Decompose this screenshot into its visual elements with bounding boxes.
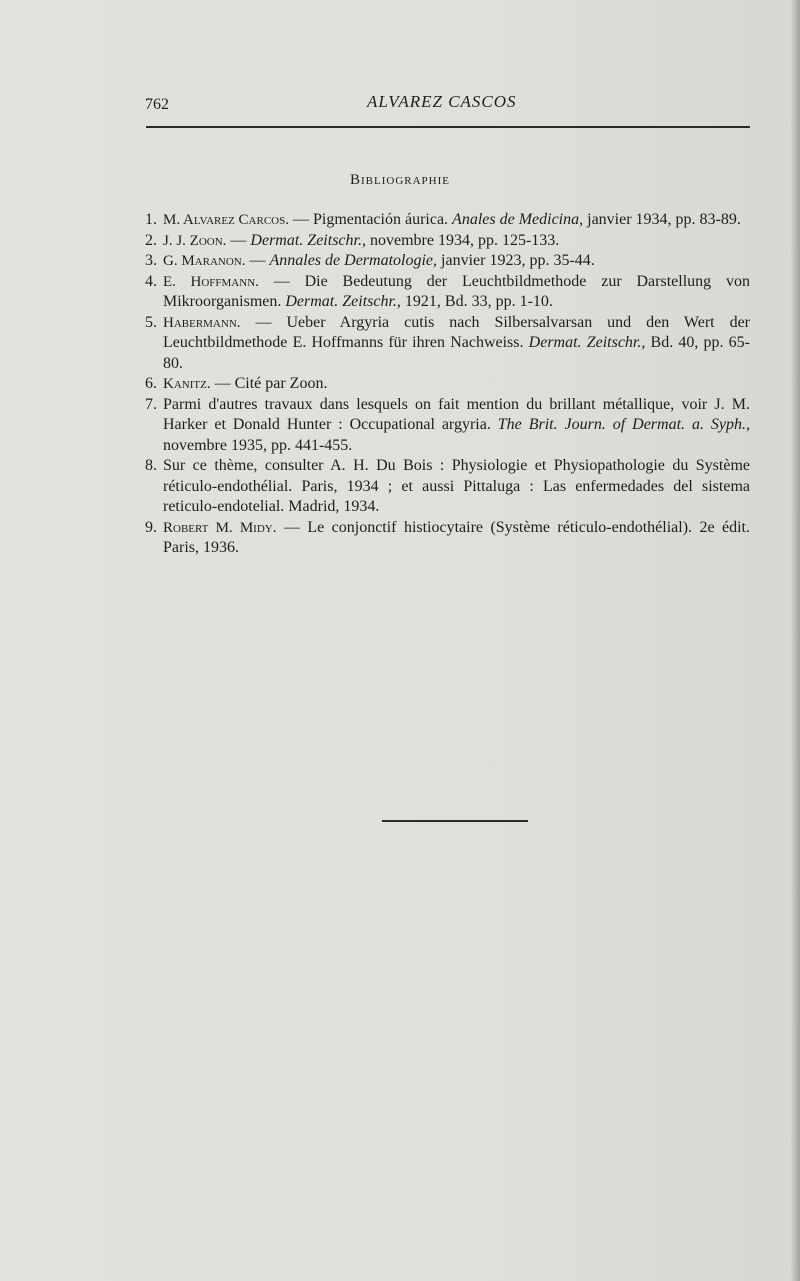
reference-text: — Le conjonctif histiocytaire (Système réticulo-endothélial). 2e édit. Paris, 1936.: [163, 518, 750, 556]
reference-tail: Bd. 40, pp. 65-80.: [163, 334, 750, 372]
end-rule: [382, 820, 528, 822]
reference-text: Sur ce thème, consulter A. H. Du Bois : Physiologie et Physiopathologie du Système réticulo-endothélial. Paris, 1934 ; et aussi Pittaluga : Las enfermedades del sistema reticulo-endotelial. Madrid, 1934.: [163, 457, 750, 515]
reference-author: Robert M. Midy.: [163, 519, 277, 536]
reference-tail: novembre 1934, pp. 125-133.: [365, 231, 560, 249]
reference-item: [145, 518, 750, 559]
page-number: 762: [145, 96, 169, 113]
running-title: ALVAREZ CASCOS: [367, 92, 517, 111]
reference-item: [145, 395, 750, 457]
reference-author: J. J. Zoon.: [163, 232, 227, 249]
reference-number: 8.: [145, 457, 157, 474]
reference-author: E. Hoffmann.: [163, 273, 259, 290]
reference-tail: janvier 1934, pp. 83-89.: [583, 211, 741, 228]
reference-author: G. Maranon.: [163, 253, 246, 269]
reference-item: [145, 313, 750, 375]
reference-text: — Pigmentación áurica.: [288, 211, 453, 228]
reference-journal: Dermat. Zeitschr.,: [250, 231, 366, 249]
reference-tail: novembre 1935, pp. 441-455.: [163, 436, 353, 454]
reference-text: — Ueber Argyria cutis nach Silbersalvarsan und den Wert der Leuchtbildmethode E. Hoffmanns für ihren Nachweiss.: [163, 313, 750, 351]
reference-item: [145, 251, 750, 272]
page-gutter-shadow: [790, 0, 800, 1281]
reference-text: Parmi d'autres travaux dans lesquels on fait mention du brillant métallique, voir J. M. Harker et Donald Hunter : Occupational argyria.: [163, 395, 750, 433]
page-header: [145, 92, 750, 120]
reference-item: [145, 374, 750, 395]
reference-journal: Annales de Dermatologie,: [269, 252, 438, 269]
reference-journal: The Brit. Journ. of Dermat. a. Syph.,: [497, 416, 750, 433]
reference-list: [145, 210, 750, 559]
reference-number: 7.: [145, 395, 157, 413]
reference-author: M. Alvarez Carcos.: [163, 212, 289, 228]
reference-author: Habermann.: [163, 314, 241, 331]
reference-item: [145, 272, 750, 313]
reference-number: 5.: [145, 313, 157, 331]
reference-author: Kanitz.: [163, 376, 211, 392]
reference-number: 4.: [145, 272, 157, 290]
reference-item: [145, 210, 750, 231]
reference-journal: Dermat. Zeitschr.,: [285, 293, 401, 310]
header-rule: [146, 126, 750, 128]
reference-number: 1.: [145, 211, 157, 228]
reference-number: 9.: [145, 518, 157, 536]
reference-tail: 1921, Bd. 33, pp. 1-10.: [400, 293, 553, 310]
reference-text: —: [245, 252, 270, 269]
reference-number: 6.: [145, 375, 157, 392]
reference-journal: Dermat. Zeitschr.,: [528, 334, 646, 351]
reference-text: —: [226, 231, 251, 249]
reference-number: 2.: [145, 231, 157, 249]
reference-journal: Anales de Medicina,: [452, 211, 584, 228]
section-title: Bibliographie: [350, 172, 450, 188]
reference-item: [145, 231, 750, 252]
reference-text: — Die Bedeutung der Leuchtbildmethode zur Darstellung von Mikroorganismen.: [163, 272, 750, 310]
reference-number: 3.: [145, 252, 157, 269]
reference-tail: janvier 1923, pp. 35-44.: [437, 252, 595, 269]
reference-text: — Cité par Zoon.: [210, 375, 328, 392]
reference-item: [145, 456, 750, 518]
